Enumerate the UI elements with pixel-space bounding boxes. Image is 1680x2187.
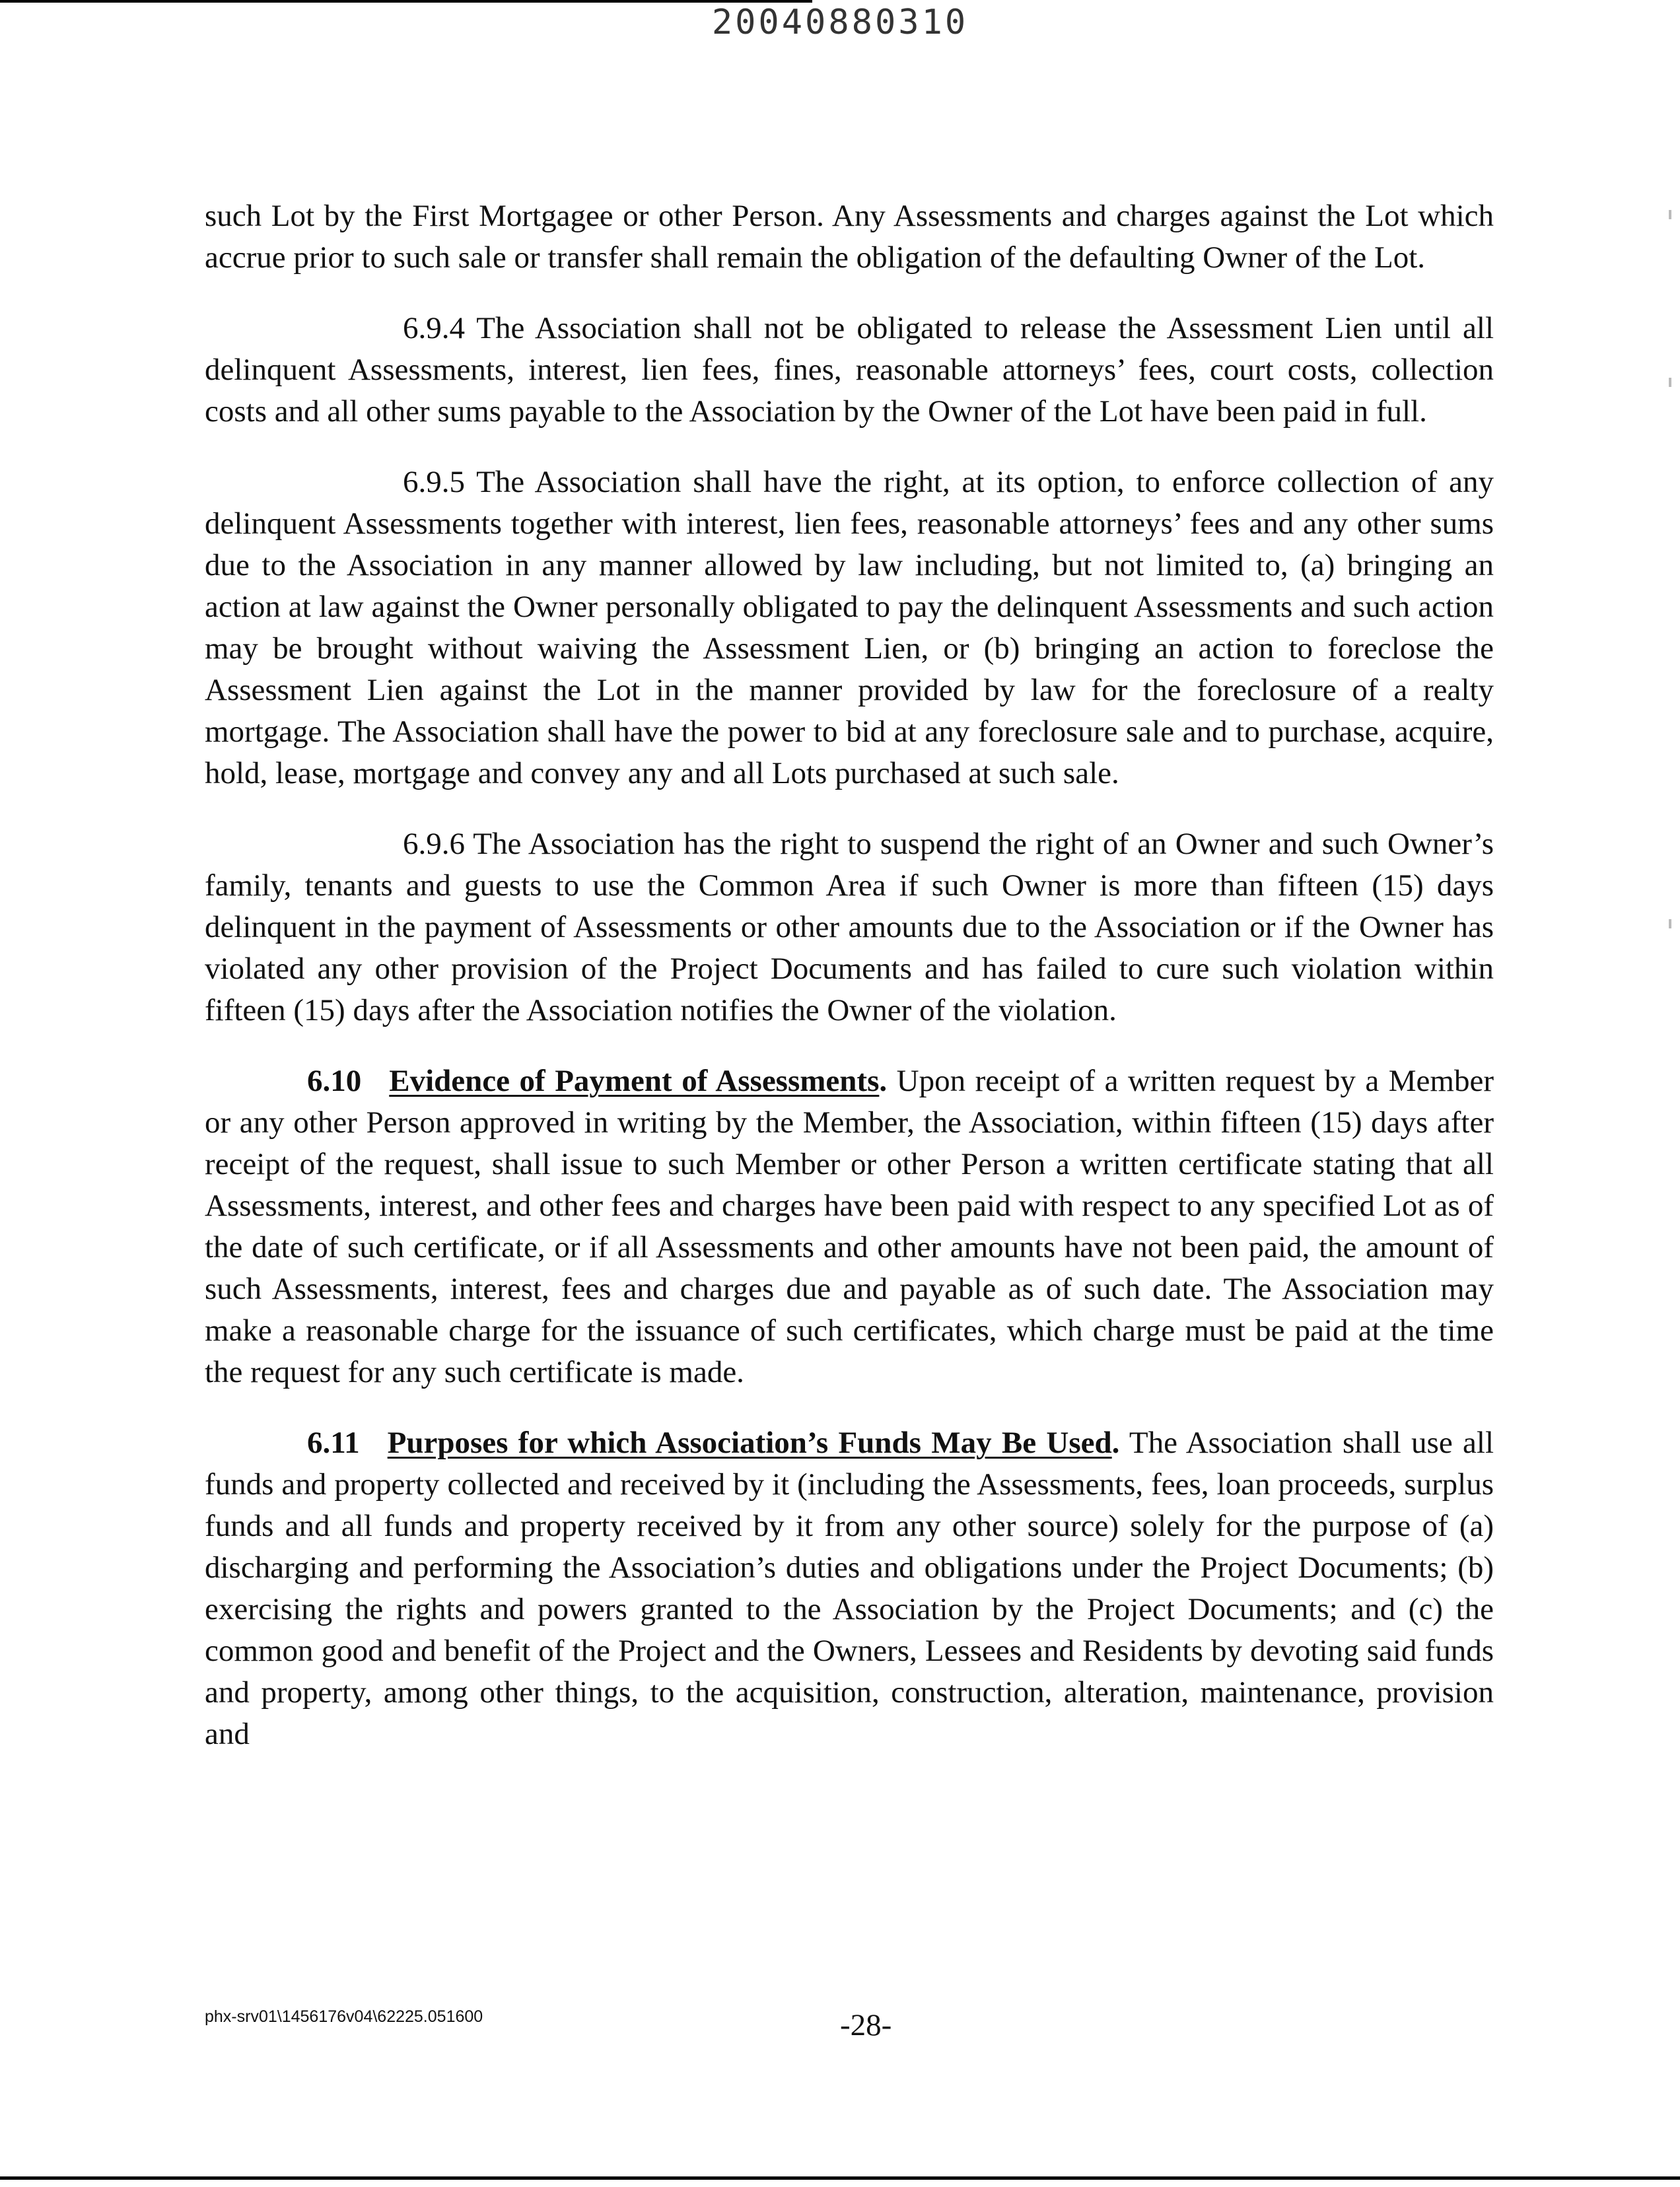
- scan-margin-mark: [1669, 919, 1671, 928]
- section-6-11: [205, 1422, 1494, 1755]
- paragraph-number: 6.9.6: [403, 827, 465, 861]
- section-title-period: .: [879, 1064, 888, 1098]
- section-text: The Association shall use all funds and property collected and received by it (including the Assessments, fees, loan proceeds, surplus funds and all funds and property received by it from any other source) solely for the purpose of (a) discharging and performing the Association’s duties and obligations under the Project Documents; (b) exercising the rights and powers granted to the Association by the Project Documents; and (c) the common good and benefit of the Project and the Owners, Lessees and Residents by devoting said funds and property, among other things, to the acquisition, construction, alteration, maintenance, provision and: [205, 1426, 1494, 1751]
- section-title-period: .: [1111, 1426, 1120, 1460]
- paragraph-6-9-6: [205, 823, 1494, 1031]
- continuation-paragraph: [205, 195, 1494, 279]
- paragraph-6-9-5: [205, 462, 1494, 794]
- paragraph-number: 6.9.5: [403, 465, 465, 499]
- continuation-text: such Lot by the First Mortgagee or other Person. Any Assessments and charges against the Lot which accrue prior to such sale or transfer shall remain the obligation of the defaulting Owner of the Lot.: [205, 199, 1494, 275]
- section-number: 6.11: [307, 1426, 360, 1460]
- paragraph-text: The Association shall not be obligated to release the Assessment Lien until all delinquent Assessments, interest, lien fees, fines, reasonable attorneys’ fees, court costs, collection costs and all other sums payable to the Association by the Owner of the Lot have been paid in full.: [205, 311, 1494, 429]
- section-text: Upon receipt of a written request by a Member or any other Person approved in writing by the Member, the Association, within fifteen (15) days after receipt of the request, shall issue to such Member or other Person a written certificate stating that all Assessments, interest, and other fees and charges have been paid with respect to any specified Lot as of the date of such certificate, or if all Assessments and other amounts have not been paid, the amount of such Assessments, interest, fees and charges due and payable as of such date. The Association may make a reasonable charge for the issuance of such certificates, which charge must be paid at the time the request for any such certificate is made.: [205, 1064, 1494, 1389]
- paragraph-number: 6.9.4: [403, 311, 465, 345]
- section-6-10: [205, 1060, 1494, 1393]
- paragraph-6-9-4: [205, 308, 1494, 433]
- document-number: 20040880310: [711, 3, 969, 42]
- section-number: 6.10: [307, 1064, 362, 1098]
- section-title: Purposes for which Association’s Funds May Be Used: [387, 1426, 1112, 1460]
- section-title: Evidence of Payment of Assessments: [389, 1064, 880, 1098]
- document-body: [205, 195, 1494, 1784]
- bottom-rule: [0, 2176, 1680, 2180]
- scan-margin-mark: [1669, 210, 1671, 219]
- scan-margin-mark: [1669, 378, 1671, 387]
- paragraph-text: The Association shall have the right, at its option, to enforce collection of any delinquent Assessments together with interest, lien fees, reasonable attorneys’ fees and any other sums due to the Association in any manner allowed by law including, but not limited to, (a) bringing an action at law against the Owner personally obligated to pay the delinquent Assessments and such action may be brought without waiving the Assessment Lien, or (b) bringing an action to foreclose the Assessment Lien against the Lot in the manner provided by law for the foreclosure of a realty mortgage. The Association shall have the power to bid at any foreclosure sale and to purchase, acquire, hold, lease, mortgage and convey any and all Lots purchased at such sale.: [205, 465, 1494, 790]
- page-number: -28-: [840, 2008, 892, 2042]
- footer-file-path: phx-srv01\1456176v04\62225.051600: [205, 2007, 483, 2026]
- paragraph-text: The Association has the right to suspend the right of an Owner and such Owner’s family, tenants and guests to use the Common Area if such Owner is more than fifteen (15) days delinquent in the payment of Assessments or other amounts due to the Association or if the Owner has violated any other provision of the Project Documents and has failed to cure such violation within fifteen (15) days after the Association notifies the Owner of the violation.: [205, 827, 1494, 1027]
